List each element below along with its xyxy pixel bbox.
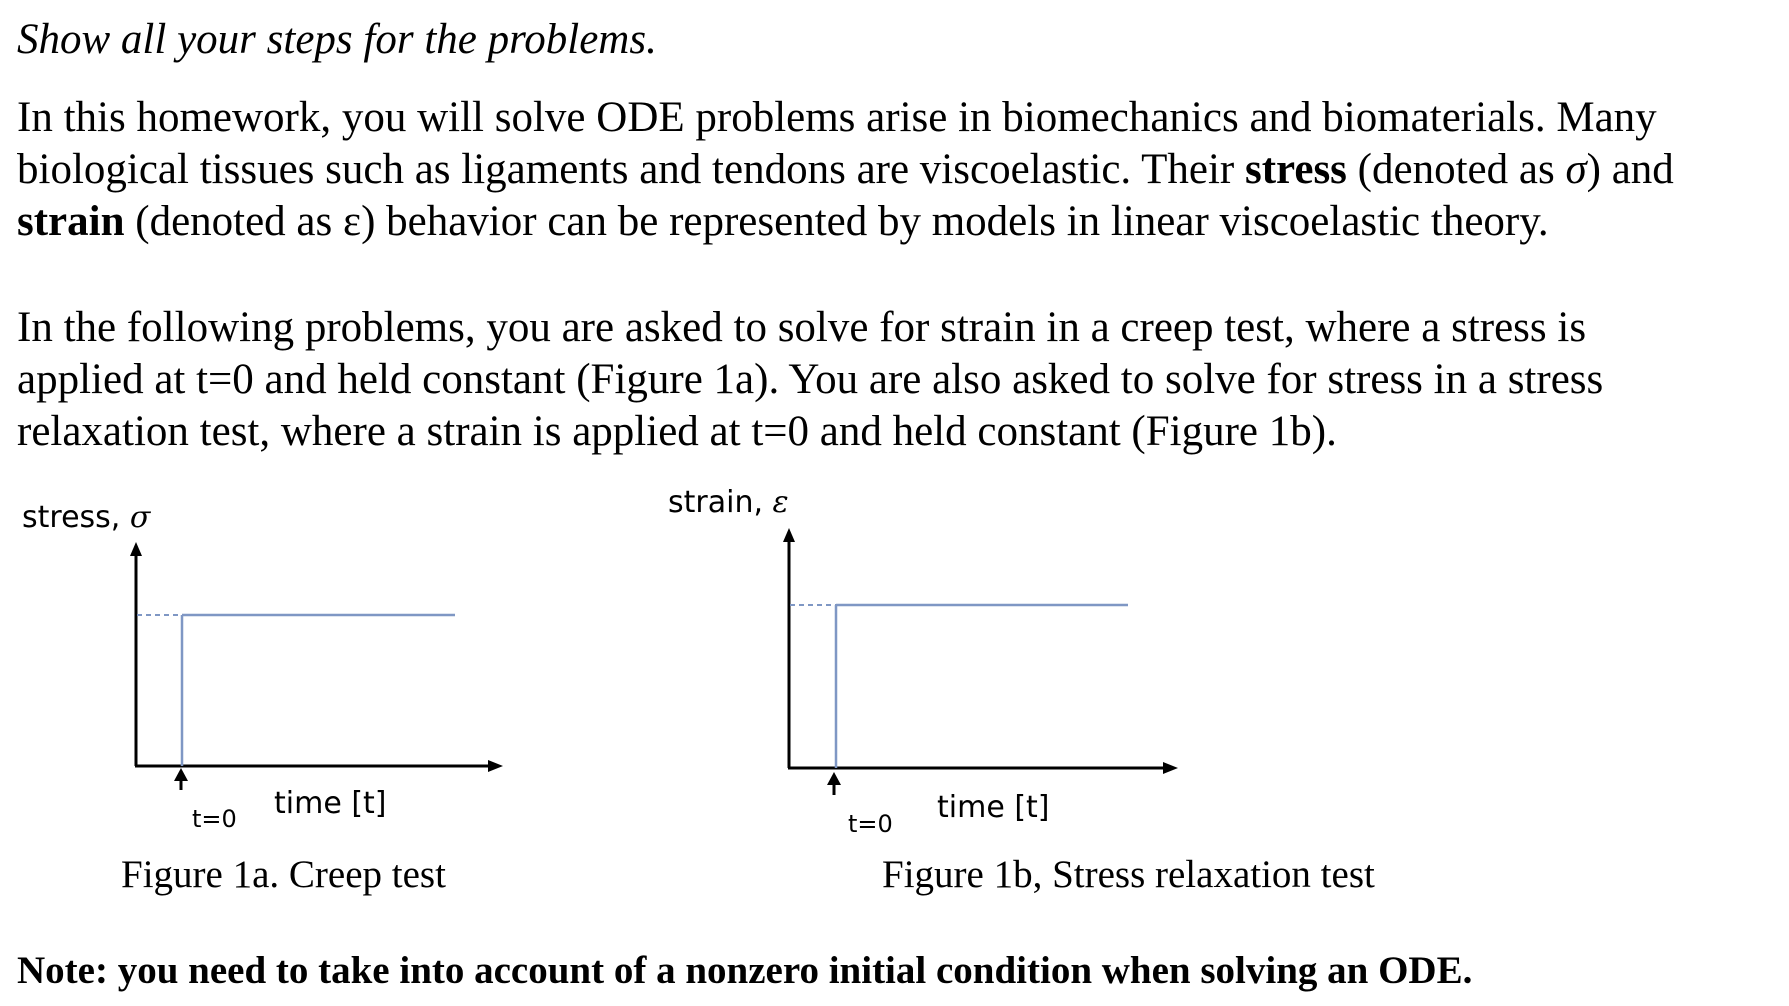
figure-b-x-arrowhead [1163, 762, 1178, 774]
figure-b-caption: Figure 1b, Stress relaxation test [882, 853, 1375, 896]
figure-b-t0-label: t=0 [848, 810, 893, 838]
intro-line-1: In this homework, you will solve ODE problems arise in biomechanics and biomaterials. Many [17, 94, 1657, 141]
instruction-text: Show all your steps for the problems. [17, 16, 657, 63]
figure-a-chart [130, 542, 503, 790]
intro-line-2: biological tissues such as ligaments and tendons are viscoelastic. Their stress (denoted as σ) and [17, 146, 1674, 193]
figure-a-t0-arrowhead [174, 768, 188, 781]
stress-term: stress [1245, 146, 1347, 193]
problems-line-1: In the following problems, you are asked to solve for strain in a creep test, where a stress is [17, 304, 1587, 351]
figure-a-x-arrowhead [488, 760, 503, 772]
figure-b-xlabel: time [t] [937, 790, 1050, 825]
sigma-symbol: σ [1565, 146, 1587, 193]
figure-a-t0-label: t=0 [192, 805, 237, 833]
intro-line-3: strain (denoted as ε) behavior can be represented by models in linear viscoelastic theory. [17, 198, 1549, 245]
note-text: Note: you need to take into account of a nonzero initial condition when solving an ODE. [17, 949, 1473, 992]
problems-line-3: relaxation test, where a strain is applied at t=0 and held constant (Figure 1b). [17, 408, 1337, 455]
figure-a-y-arrowhead [130, 542, 142, 556]
figure-a-caption: Figure 1a. Creep test [121, 853, 446, 896]
figure-b-chart [783, 528, 1178, 795]
figure-b-t0-arrowhead [827, 772, 841, 785]
figure-a-xlabel: time [t] [274, 786, 387, 821]
problems-line-2: applied at t=0 and held constant (Figure 1a). You are also asked to solve for stress in a stress [17, 356, 1604, 403]
figure-b-y-arrowhead [783, 528, 795, 542]
figure-b-ylabel: strain, ε [668, 485, 789, 520]
strain-term: strain [17, 198, 125, 245]
figure-a-ylabel: stress, σ [22, 500, 151, 535]
